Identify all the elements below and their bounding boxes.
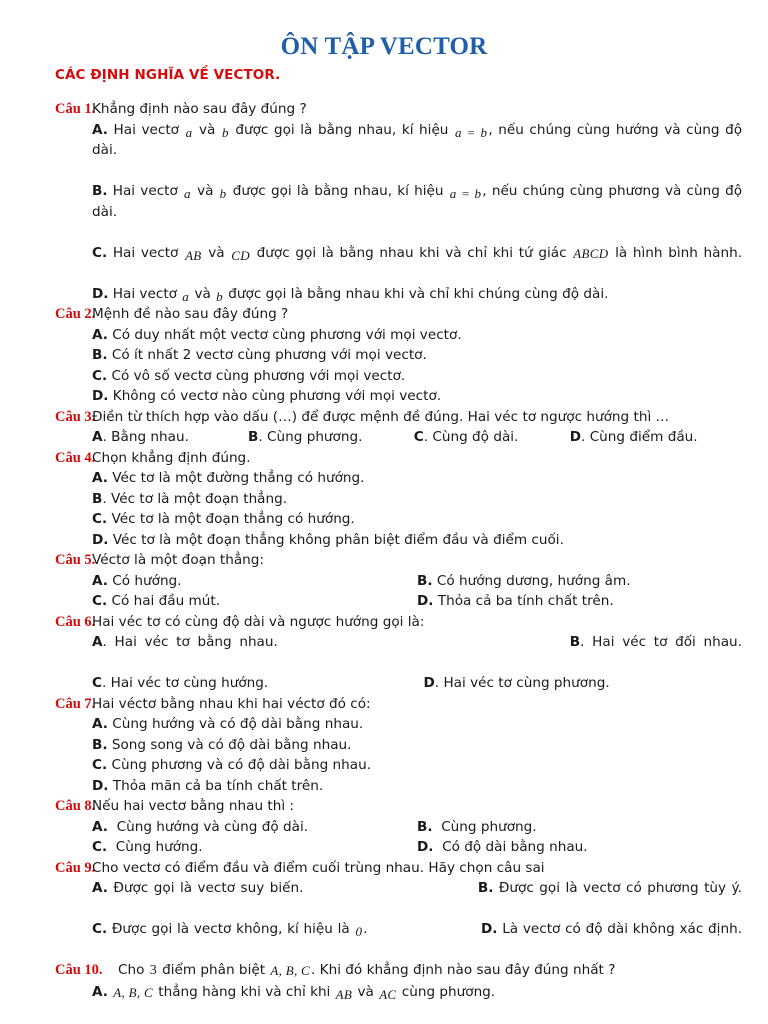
math-points: A, B, C	[270, 963, 311, 979]
option-letter: A	[92, 429, 103, 446]
question-8-option-b[interactable]	[417, 817, 742, 838]
math-segment: AC	[379, 986, 397, 1002]
math-var: a	[182, 288, 190, 304]
question-6-option-c[interactable]	[92, 673, 424, 694]
option-letter: D.	[481, 921, 498, 938]
math-var: b	[219, 186, 227, 202]
question-8-option-c[interactable]	[92, 837, 417, 858]
option-letter: C.	[92, 367, 108, 384]
question-10-option-a[interactable]	[92, 982, 742, 1003]
option-text: . Bằng nhau.	[102, 429, 189, 446]
question-7-option-b[interactable]	[92, 735, 742, 756]
math-expr: a = b	[449, 186, 482, 202]
option-text: thẳng hàng khi và chỉ khi	[158, 983, 331, 1000]
question-4-option-c[interactable]	[92, 509, 742, 530]
option-letter: B.	[92, 347, 108, 364]
question-5-options-row-2	[92, 591, 742, 612]
math-segment: CD	[231, 247, 250, 263]
option-letter: C.	[92, 757, 108, 774]
question-10-stem	[92, 960, 742, 982]
option-letter: C.	[92, 511, 108, 528]
option-letter: A	[92, 634, 103, 651]
option-text: và	[208, 244, 225, 261]
option-text: và	[197, 183, 214, 200]
question-2-body	[92, 304, 742, 407]
option-letter: C.	[92, 921, 108, 938]
option-letter: A.	[92, 880, 108, 897]
option-text: là hình bình hành.	[615, 244, 743, 261]
option-letter: B	[248, 429, 259, 446]
option-text: và	[194, 285, 211, 302]
question-8-stem: Nếu hai vectơ bằng nhau thì :	[92, 798, 295, 815]
option-text: và	[357, 983, 374, 1000]
option-letter: B	[92, 490, 103, 507]
math-segment: AB	[185, 247, 202, 263]
stem-text: điểm phân biệt	[162, 962, 266, 979]
option-letter: D.	[92, 777, 109, 794]
option-letter: D.	[417, 593, 434, 610]
question-10-body	[92, 960, 742, 1002]
option-letter: B.	[92, 183, 108, 200]
option-letter: A.	[92, 470, 108, 487]
option-text: và	[198, 121, 216, 138]
option-letter: D.	[417, 839, 434, 856]
question-1-option-b[interactable]	[92, 181, 742, 243]
question-1-option-d[interactable]	[92, 284, 742, 305]
section-heading: CÁC ĐỊNH NGHĨA VỀ VECTOR.	[55, 67, 281, 84]
question-5-stem: Véctơ là một đoạn thẳng:	[92, 552, 264, 569]
option-text: Thỏa mãn cả ba tính chất trên.	[112, 777, 324, 794]
option-text: Véc tơ là một đường thẳng có hướng.	[112, 470, 365, 487]
question-4	[26, 448, 742, 551]
question-9-option-c[interactable]	[92, 921, 368, 940]
math-number: 3	[149, 963, 157, 979]
question-3-body	[92, 407, 742, 448]
question-7-option-a[interactable]	[92, 714, 742, 735]
question-2-stem: Mệnh đề nào sau đây đúng ?	[92, 306, 289, 323]
question-6-label: Câu 6.	[55, 613, 96, 630]
question-3-option-c[interactable]	[414, 427, 570, 448]
option-text: Có hai đầu mút.	[111, 593, 221, 610]
question-9-option-a[interactable]	[92, 880, 303, 896]
option-text: Có hướng dương, hướng âm.	[436, 572, 631, 589]
option-letter: B.	[417, 818, 433, 835]
option-text: Hai vectơ	[112, 183, 178, 200]
page-title: ÔN TẬP VECTOR	[280, 33, 488, 60]
option-text: Có hướng.	[112, 572, 182, 589]
option-text: . Cùng phương.	[258, 429, 363, 446]
question-5-option-b[interactable]	[417, 571, 742, 592]
option-text: . Cùng độ dài.	[423, 429, 519, 446]
question-1-option-c[interactable]	[92, 243, 742, 284]
option-letter: D.	[92, 388, 109, 405]
question-9-stem: Cho vectơ có điểm đầu và điểm cuối trùng nhau. Hãy chọn câu sai	[92, 859, 545, 876]
option-letter: A.	[92, 818, 108, 835]
question-6	[26, 612, 742, 694]
option-text: . Véc tơ là một đoạn thẳng.	[102, 490, 288, 507]
option-text: Được gọi là vectơ suy biến.	[113, 880, 304, 897]
option-text: Không có vectơ nào cùng phương với mọi vectơ.	[112, 388, 442, 405]
question-10	[26, 960, 742, 1002]
question-4-option-b[interactable]	[92, 489, 742, 510]
math-var: b	[216, 288, 223, 304]
math-zero-vector: 0	[355, 924, 363, 940]
question-2-label: Câu 2.	[55, 306, 96, 323]
option-letter: C	[413, 429, 424, 446]
option-text: Cùng phương và có độ dài bằng nhau.	[111, 757, 372, 774]
option-text: Có vô số vectơ cùng phương với mọi vectơ.	[111, 367, 406, 384]
option-text: . Hai véc tơ cùng phương.	[434, 675, 610, 692]
question-5-option-d[interactable]	[417, 591, 742, 612]
question-2-option-c[interactable]	[92, 366, 742, 387]
option-letter: A.	[92, 121, 108, 138]
question-8-option-a[interactable]	[92, 817, 417, 838]
option-text: được gọi là bằng nhau, kí hiệu	[232, 183, 444, 200]
question-9-option-b[interactable]	[478, 880, 742, 896]
option-text: Cùng hướng và cùng độ dài.	[116, 818, 309, 835]
math-var: b	[221, 124, 229, 140]
question-8-options-row-2	[92, 837, 742, 858]
question-1-label: Câu 1.	[55, 101, 96, 118]
option-letter: C.	[92, 244, 108, 261]
option-text: cùng phương.	[401, 983, 496, 1000]
question-5-option-c[interactable]	[92, 591, 417, 612]
question-8-label: Câu 8.	[55, 798, 96, 815]
question-6-option-d[interactable]	[424, 673, 610, 694]
question-9-options-row-2	[92, 919, 742, 960]
option-text: Có duy nhất một vectơ cùng phương với mọi vectơ.	[112, 326, 462, 343]
question-1	[26, 99, 742, 304]
question-10-label: Câu 10.	[55, 962, 103, 979]
option-text: .	[363, 921, 368, 938]
option-letter: D	[569, 429, 582, 446]
option-letter: B.	[92, 736, 108, 753]
option-text: Được gọi là vectơ không, kí hiệu là	[111, 921, 350, 938]
option-text: , nếu chúng cùng phương và cùng độ dài.	[92, 183, 743, 220]
question-2-option-b[interactable]	[92, 345, 742, 366]
question-9	[26, 858, 742, 961]
option-letter: D.	[92, 285, 109, 302]
question-1-stem: Khẳng định nào sau đây đúng ?	[92, 101, 307, 118]
option-letter: D	[423, 675, 435, 692]
question-2-option-d[interactable]	[92, 386, 742, 407]
option-text: Cùng hướng.	[115, 839, 203, 856]
option-letter: C.	[92, 593, 108, 610]
question-7	[26, 694, 742, 797]
question-4-body	[92, 448, 742, 551]
question-9-options-row-1	[92, 878, 742, 919]
option-text: Hai vectơ	[112, 244, 179, 261]
option-text: Véc tơ là một đoạn thẳng không phân biệt điểm đầu và điểm cuối.	[112, 531, 564, 548]
question-6-options-row-2	[92, 673, 742, 694]
question-7-option-d[interactable]	[92, 776, 742, 797]
option-text: Hai vectơ	[112, 285, 177, 302]
question-6-stem: Hai véc tơ có cùng độ dài và ngược hướng gọi là:	[92, 613, 425, 630]
question-7-stem: Hai véctơ bằng nhau khi hai véctơ đó có:	[92, 695, 371, 712]
option-text: Có độ dài bằng nhau.	[442, 839, 588, 856]
option-text: được gọi là bằng nhau khi và chỉ khi chúng cùng độ dài.	[228, 285, 609, 302]
question-3	[26, 407, 742, 448]
option-text: được gọi là bằng nhau khi và chỉ khi tứ giác	[256, 244, 567, 261]
question-6-body	[92, 612, 742, 694]
option-letter: B.	[417, 572, 433, 589]
option-letter: A.	[92, 716, 108, 733]
question-8-body	[92, 796, 742, 858]
math-var: a	[184, 186, 191, 202]
question-5-option-a[interactable]	[92, 571, 417, 592]
option-text: Cùng hướng và có độ dài bằng nhau.	[112, 716, 364, 733]
math-segment: AB	[335, 986, 353, 1002]
option-text: . Hai véc tơ bằng nhau.	[102, 634, 278, 651]
question-4-option-a[interactable]	[92, 468, 742, 489]
option-text: Véc tơ là một đoạn thẳng có hướng.	[111, 511, 355, 528]
question-8-options-row-1	[92, 817, 742, 838]
question-5-body	[92, 550, 742, 612]
question-4-stem: Chọn khẳng định đúng.	[92, 449, 251, 466]
question-4-option-d[interactable]	[92, 530, 742, 551]
option-text: Cùng phương.	[441, 818, 537, 835]
stem-text: Cho	[118, 962, 145, 979]
option-letter: A.	[92, 326, 108, 343]
question-1-body	[92, 99, 742, 304]
question-5	[26, 550, 742, 612]
math-quad: ABCD	[573, 245, 609, 261]
question-9-body	[92, 858, 742, 961]
option-text: Có ít nhất 2 vectơ cùng phương với mọi vectơ.	[111, 347, 427, 364]
question-5-options-row-1	[92, 571, 742, 592]
option-text: . Hai véc tơ cùng hướng.	[101, 675, 269, 692]
question-7-body	[92, 694, 742, 797]
question-7-option-c[interactable]	[92, 755, 742, 776]
question-9-label: Câu 9.	[55, 859, 96, 876]
question-6-option-b[interactable]	[570, 634, 742, 650]
option-text: . Cùng điểm đầu.	[581, 429, 698, 446]
question-3-option-b[interactable]	[248, 427, 414, 448]
question-6-options-row-1	[92, 632, 742, 673]
question-1-option-a[interactable]	[92, 120, 742, 182]
question-7-label: Câu 7.	[55, 695, 96, 712]
question-3-stem: Điền từ thích hợp vào dấu (…) để được mệnh đề đúng. Hai véc tơ ngược hướng thì …	[92, 408, 670, 425]
option-text: , nếu chúng cùng hướng và cùng độ dài.	[92, 121, 743, 159]
question-3-options	[92, 427, 742, 448]
question-9-option-d[interactable]	[481, 921, 742, 937]
math-var: a	[185, 124, 193, 140]
option-letter: A.	[92, 572, 108, 589]
question-3-label: Câu 3.	[55, 408, 96, 425]
question-3-option-a[interactable]	[92, 427, 248, 448]
option-letter: A.	[92, 983, 108, 1000]
question-6-option-a[interactable]	[92, 634, 278, 650]
option-letter: B	[569, 634, 581, 651]
question-2-option-a[interactable]	[92, 325, 742, 346]
math-expr: a = b	[455, 124, 488, 140]
option-letter: C	[92, 675, 102, 692]
question-8-option-d[interactable]	[417, 837, 742, 858]
option-text: Là vectơ có độ dài không xác định.	[502, 921, 743, 938]
option-letter: D.	[92, 531, 109, 548]
question-3-option-d[interactable]	[570, 427, 742, 448]
question-2	[26, 304, 742, 407]
option-text: Song song và có độ dài bằng nhau.	[111, 736, 352, 753]
option-letter: B.	[477, 880, 494, 897]
option-text: Hai vectơ	[113, 121, 179, 138]
option-text: được gọi là bằng nhau, kí hiệu	[235, 121, 449, 138]
stem-text: . Khi đó khẳng định nào sau đây đúng nhất ?	[311, 962, 616, 979]
option-text: Thỏa cả ba tính chất trên.	[437, 593, 614, 610]
question-8	[26, 796, 742, 858]
question-4-label: Câu 4.	[55, 449, 96, 466]
math-points: A, B, C	[113, 984, 153, 1000]
option-text: . Hai véc tơ đối nhau.	[580, 634, 742, 651]
option-letter: C.	[92, 839, 108, 856]
question-5-label: Câu 5.	[55, 552, 96, 569]
option-text: Được gọi là vectơ có phương tùy ý.	[498, 880, 742, 897]
